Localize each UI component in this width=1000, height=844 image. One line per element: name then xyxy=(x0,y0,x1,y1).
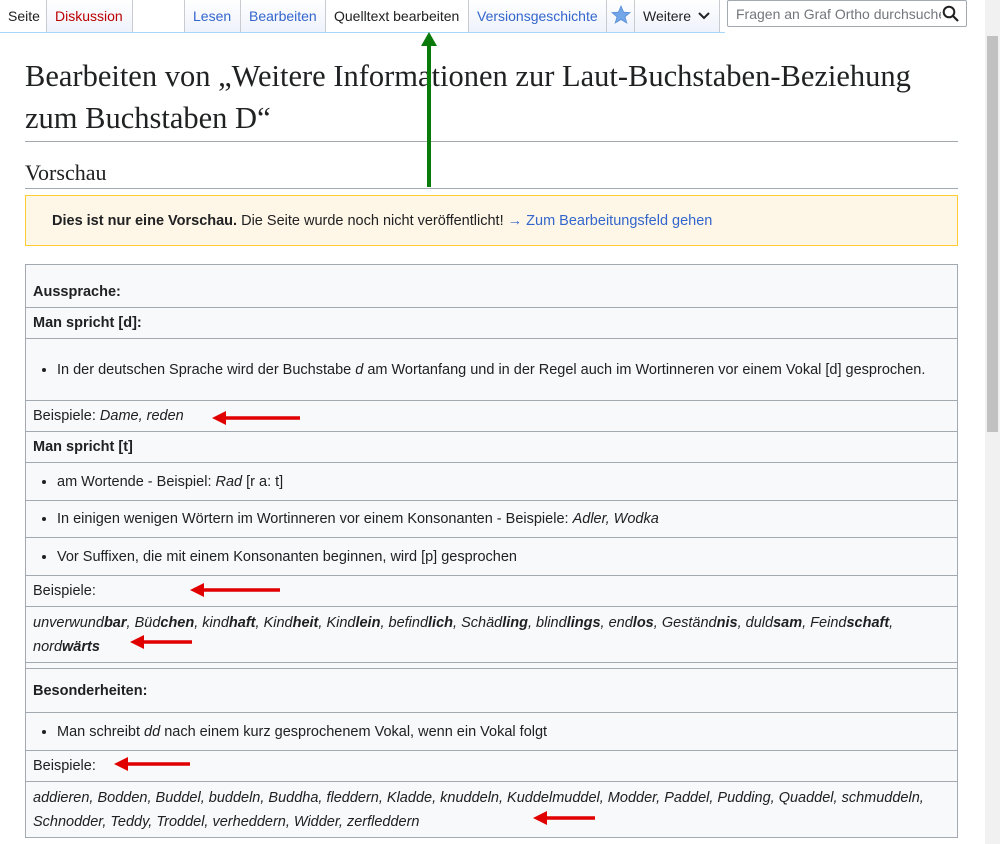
goto-edit-field-link[interactable]: → Zum Bearbeitungsfeld gehen xyxy=(507,213,713,229)
list-item xyxy=(57,358,950,382)
star-icon xyxy=(607,0,635,32)
preview-notice xyxy=(25,195,958,246)
list-item xyxy=(57,470,950,494)
tab-versionsgeschichte[interactable]: Versionsgeschichte xyxy=(469,0,607,32)
cell-d-item xyxy=(26,339,958,401)
heading-man-spricht-t: Man spricht [t] xyxy=(33,439,133,455)
suffix-word-suffix: lein xyxy=(355,614,381,631)
suffix-word-suffix: heit xyxy=(292,614,319,631)
suffix-word-suffix: lich xyxy=(428,614,454,631)
notice-bold: Dies ist nur eine Vorschau. xyxy=(52,213,238,229)
annotation-arrow-left-icon xyxy=(128,633,194,651)
list-item xyxy=(57,507,950,531)
suffix-word xyxy=(135,615,195,631)
d-item-text-b: am Wortanfang und in der Regel auch im Wortinneren vor einem Vokal [d] gesprochen. xyxy=(363,361,926,378)
suffix-word-suffix: nis xyxy=(716,614,738,631)
cell-beispiele-1 xyxy=(26,401,958,432)
suffix-word xyxy=(33,615,127,631)
suffix-word-suffix: bar xyxy=(103,614,127,631)
suffix-word-stem: Schäd xyxy=(461,614,503,631)
suffix-word-suffix: ling xyxy=(502,614,528,631)
tab-spacer xyxy=(133,0,185,32)
cell-besonderheiten xyxy=(26,669,958,713)
suffix-word xyxy=(461,615,528,631)
section-title-vorschau: Vorschau xyxy=(25,160,958,189)
suffix-word xyxy=(746,615,802,631)
annotation-arrow-left-icon xyxy=(210,409,302,427)
tab-bar xyxy=(0,0,985,33)
cell-dd-item xyxy=(26,713,958,751)
suffix-word-stem: nord xyxy=(33,638,63,655)
tab-seite[interactable]: Seite xyxy=(0,0,47,32)
suffix-word xyxy=(536,615,600,631)
cell-d-heading xyxy=(26,308,958,339)
suffix-word xyxy=(326,615,380,631)
annotation-arrow-left-icon xyxy=(531,809,597,827)
cell-beispiele-3: Beispiele: xyxy=(26,751,958,782)
search-icon[interactable] xyxy=(942,5,959,22)
page-title: Bearbeiten von „Weitere Informationen zur Laut-Buchstaben-Beziehung zum Buchstaben D“ xyxy=(25,55,958,142)
scrollbar-thumb[interactable] xyxy=(987,36,998,432)
t-item1-word: Rad xyxy=(215,473,243,490)
heading-man-spricht-d: Man spricht [d]: xyxy=(33,315,142,331)
search-box xyxy=(727,0,967,27)
suffix-word xyxy=(33,639,100,655)
suffix-word-stem: blind xyxy=(536,614,567,631)
search-input[interactable] xyxy=(734,1,943,27)
suffix-word-list: unverwundbar, Büdchen, kindhaft, Kindheit, Kindlein, befindlich, Schädling, blindlings, endlos, Geständnis, duldsam, Feindschaft, nordwärts xyxy=(33,614,894,655)
cell-t-item-2 xyxy=(26,501,958,538)
notice-text: Die Seite wurde noch nicht veröffentlicht! xyxy=(237,213,508,229)
annotation-arrow-left-icon xyxy=(188,581,282,599)
heading-aussprache: Aussprache: xyxy=(33,284,121,300)
suffix-word xyxy=(810,615,889,631)
list-item xyxy=(57,720,950,744)
suffix-word-stem: Kind xyxy=(326,614,356,631)
suffix-word-suffix: wärts xyxy=(62,638,100,655)
suffix-word-stem: end xyxy=(608,614,633,631)
suffix-word-suffix: schaft xyxy=(846,614,890,631)
cell-t-heading xyxy=(26,432,958,463)
d-item-text-a: In der deutschen Sprache wird der Buchstabe xyxy=(57,361,356,378)
t-item2-text-a: In einigen wenigen Wörtern im Wortinneren vor einem Konsonanten - Beispiele: xyxy=(57,511,573,527)
suffix-word xyxy=(202,615,255,631)
t-item2-words: Adler, Wodka xyxy=(572,511,659,527)
dd-item-text-b: nach einem kurz gesprochenem Vokal, wenn ein Vokal folgt xyxy=(160,723,548,740)
suffix-word-suffix: haft xyxy=(228,614,256,631)
suffix-word-stem: befind xyxy=(388,614,429,631)
suffix-word-suffix: chen xyxy=(160,614,195,631)
tab-lesen[interactable]: Lesen xyxy=(185,0,241,32)
tab-bearbeiten[interactable]: Bearbeiten xyxy=(241,0,326,32)
suffix-word xyxy=(389,615,454,631)
suffix-word-stem: duld xyxy=(745,614,774,631)
suffix-word-stem: Büd xyxy=(134,614,161,631)
list-item: • Vor Suffixen, die mit einem Konsonanten beginnen, wird [p] gesprochen xyxy=(57,545,950,569)
suffix-word-suffix: sam xyxy=(773,614,803,631)
beispiele-words: Dame, reden xyxy=(99,408,184,424)
content-table xyxy=(25,264,958,838)
annotation-arrow-up-icon xyxy=(418,30,440,190)
suffix-word-stem: Geständ xyxy=(661,614,717,631)
d-item-letter: d xyxy=(355,361,364,378)
tab-quelltext-bearbeiten[interactable]: Quelltext bearbeiten xyxy=(326,0,469,32)
suffix-word xyxy=(264,615,319,631)
heading-besonderheiten: Besonderheiten: xyxy=(33,682,148,699)
scrollbar[interactable] xyxy=(985,0,1000,844)
beispiele-label: Beispiele: xyxy=(33,408,100,424)
cell-beispiele-2: Beispiele: xyxy=(26,576,958,607)
suffix-word-suffix: los xyxy=(632,614,654,631)
cell-t-item-1 xyxy=(26,463,958,501)
dd-item-letters: dd xyxy=(144,723,161,740)
tab-baseline xyxy=(0,32,725,33)
annotation-arrow-left-icon xyxy=(112,755,192,773)
tab-weitere[interactable] xyxy=(635,0,720,32)
t-item1-text-a: am Wortende - Beispiel: xyxy=(57,473,216,490)
cell-dd-words xyxy=(26,782,958,838)
cell-aussprache xyxy=(26,265,958,308)
suffix-word xyxy=(662,615,738,631)
suffix-word-stem: Kind xyxy=(263,614,293,631)
dd-word-list: addieren, Bodden, Buddel, buddeln, Buddha, fleddern, Kladde, knuddeln, Kuddelmuddel, Modder, Paddel, Pudding, Quaddel, schmuddeln, Schnodder, Teddy, Troddel, verheddern, Widder, zerfleddern xyxy=(33,789,924,830)
suffix-word-stem: unverwund xyxy=(33,614,104,631)
tab-diskussion[interactable]: Diskussion xyxy=(47,0,133,32)
dd-item-text-a: Man schreibt xyxy=(57,723,145,740)
chevron-down-icon xyxy=(698,11,710,21)
suffix-word-stem: Feind xyxy=(810,614,847,631)
tab-weitere-label: Weitere xyxy=(643,8,691,24)
watch-star-button[interactable] xyxy=(607,0,635,32)
t-item1-text-b: [r a: t] xyxy=(242,473,284,490)
suffix-word xyxy=(609,615,654,631)
suffix-word-suffix: lings xyxy=(566,614,601,631)
suffix-word-stem: kind xyxy=(202,614,229,631)
cell-t-item-3 xyxy=(26,538,958,576)
